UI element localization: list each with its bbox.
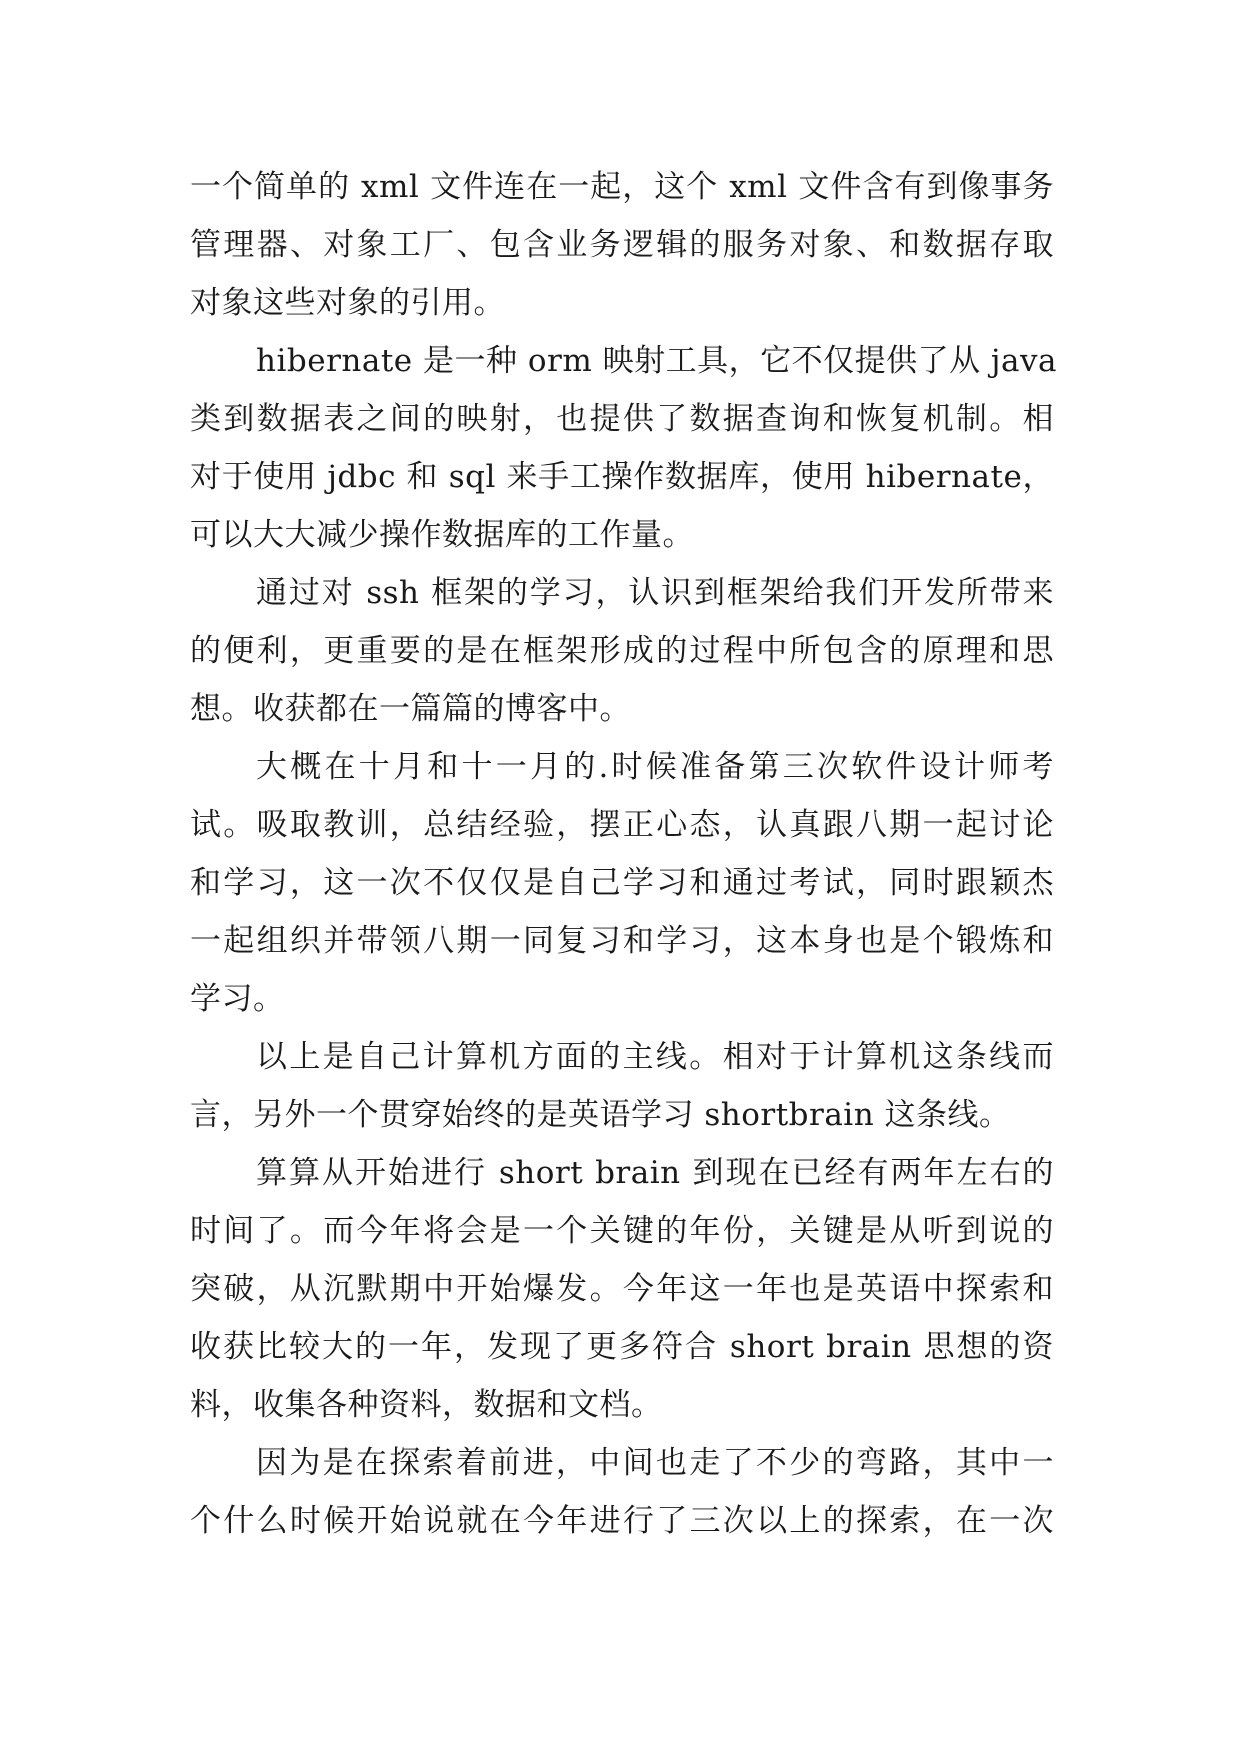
text-line: 一起组织并带领八期一同复习和学习，这本身也是个锻炼和 — [190, 923, 1054, 959]
text-line: 以上是自己计算机方面的主线。相对于计算机这条线而 — [256, 1039, 1054, 1075]
text-line: 对于使用 jdbc 和 sql 来手工操作数据库，使用 hibernate， — [190, 459, 1054, 495]
text-line: 和学习，这一次不仅仅是自己学习和通过考试，同时跟颖杰 — [190, 865, 1054, 901]
text-line: 的便利，更重要的是在框架形成的过程中所包含的原理和思 — [190, 633, 1054, 669]
text-line: 类到数据表之间的映射，也提供了数据查询和恢复机制。相 — [190, 401, 1054, 437]
text-line: 突破，从沉默期中开始爆发。今年这一年也是英语中探索和 — [190, 1271, 1054, 1307]
text-line: 可以大大减少操作数据库的工作量。 — [190, 517, 694, 553]
text-line: 学习。 — [190, 981, 285, 1017]
text-line: 个什么时候开始说就在今年进行了三次以上的探索，在一次 — [190, 1503, 1054, 1539]
text-line: 因为是在探索着前进，中间也走了不少的弯路，其中一 — [256, 1445, 1054, 1481]
text-line: 言，另外一个贯穿始终的是英语学习 shortbrain 这条线。 — [190, 1097, 1011, 1133]
text-line: 收获比较大的一年，发现了更多符合 short brain 思想的资 — [190, 1329, 1054, 1365]
text-line: 管理器、对象工厂、包含业务逻辑的服务对象、和数据存取 — [190, 227, 1054, 263]
text-line: 对象这些对象的引用。 — [190, 285, 505, 321]
text-line: 时间了。而今年将会是一个关键的年份，关键是从听到说的 — [190, 1213, 1054, 1249]
text-line: 通过对 ssh 框架的学习，认识到框架给我们开发所带来 — [256, 575, 1054, 611]
text-line: 想。收获都在一篇篇的博客中。 — [190, 691, 631, 727]
text-line: 试。吸取教训，总结经验，摆正心态，认真跟八期一起讨论 — [190, 807, 1054, 843]
text-line: hibernate 是一种 orm 映射工具，它不仅提供了从 java — [256, 343, 1058, 379]
document-body — [190, 158, 1058, 1550]
text-line: 算算从开始进行 short brain 到现在已经有两年左右的 — [256, 1155, 1054, 1191]
text-line: 大概在十月和十一月的.时候准备第三次软件设计师考 — [256, 749, 1054, 785]
text-line: 一个简单的 xml 文件连在一起，这个 xml 文件含有到像事务 — [190, 169, 1054, 205]
text-line: 料，收集各种资料，数据和文档。 — [190, 1387, 663, 1423]
